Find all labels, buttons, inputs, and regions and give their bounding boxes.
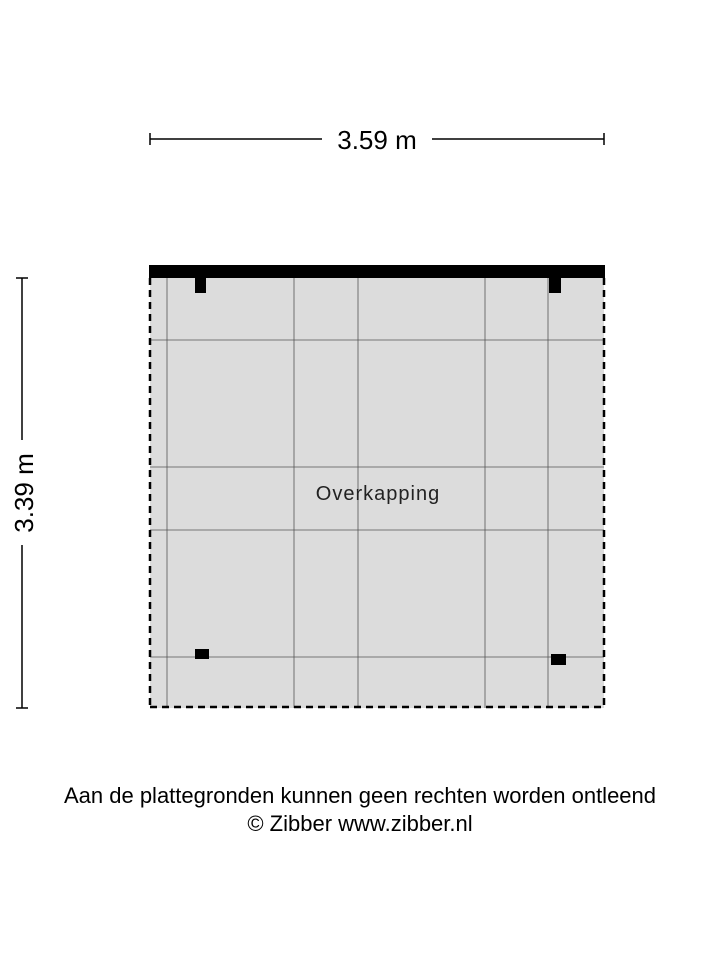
width-dimension: [150, 125, 604, 155]
width-dimension-label: 3.59 m: [337, 125, 417, 155]
footer: [0, 782, 720, 838]
room-label: Overkapping: [315, 483, 441, 505]
wall: [149, 265, 605, 278]
post-top-right: [549, 278, 561, 293]
post-bottom-left: [195, 649, 209, 659]
disclaimer-text: Aan de plattegronden kunnen geen rechten worden ontleend: [63, 783, 657, 808]
copyright-text: © Zibber www.zibber.nl: [247, 811, 473, 836]
height-dimension: [9, 278, 39, 708]
height-dimension-label: 3.39 m: [9, 453, 39, 533]
post-top-left: [195, 278, 206, 293]
post-bottom-right: [551, 654, 566, 665]
